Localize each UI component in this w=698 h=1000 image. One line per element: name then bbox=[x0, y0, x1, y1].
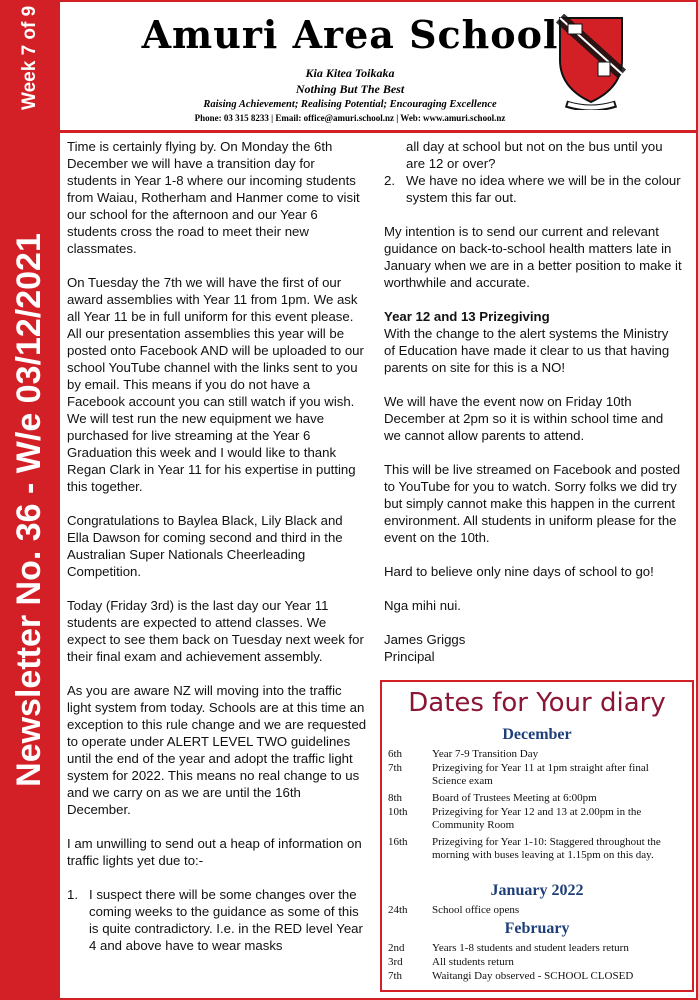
right-column bbox=[384, 138, 682, 665]
sidebar bbox=[2, 2, 60, 998]
newsletter-number: Newsletter No. 36 - W/e 03/12/2021 bbox=[10, 233, 48, 787]
left-column bbox=[67, 138, 367, 954]
school-crest-icon bbox=[556, 14, 626, 110]
contact-line: Phone: 03 315 8233 | Email: office@amuri.school.nz | Web: www.amuri.school.nz bbox=[194, 113, 506, 123]
tagline: Raising Achievement; Realising Potential; Encouraging Excellence bbox=[203, 99, 497, 110]
event-text: Prizegiving for Year 12 and 13 at 2.00pm in the Community Room bbox=[432, 806, 642, 831]
event-date: 24th bbox=[388, 904, 408, 916]
event-date: 7th bbox=[388, 970, 403, 982]
paragraph: This will be live streamed on Facebook and posted to YouTube for you to watch. Sorry folks we did try but simply cannot make this happen in the current environment. All students in uniform please for the event on the 10th. bbox=[384, 462, 681, 545]
list-item bbox=[384, 138, 682, 172]
event-text: School office opens bbox=[432, 904, 520, 916]
principal-name: James Griggs bbox=[384, 632, 466, 647]
list-item bbox=[384, 172, 682, 206]
paragraph: Time is certainly flying by. On Monday the 6th December we will have a transition day for students in Year 1-8 where our incoming students from Waiau, Rotherham and Hanmer come to visit our school for the afternoon and our Year 6 students cross the road to meet their new classmates. bbox=[67, 139, 360, 256]
principal-role: Principal bbox=[384, 649, 435, 664]
week-label: Week 7 of 9 bbox=[19, 5, 40, 110]
header-divider bbox=[60, 130, 698, 133]
month-heading: December bbox=[502, 726, 572, 743]
month-heading: February bbox=[504, 920, 570, 937]
paragraph: I am unwilling to send out a heap of information on traffic lights yet due to:- bbox=[67, 836, 362, 868]
event-text: Year 7-9 Transition Day bbox=[432, 748, 539, 760]
diary-box bbox=[380, 680, 694, 992]
traffic-light-reasons bbox=[67, 886, 367, 954]
list-item bbox=[67, 886, 367, 954]
header bbox=[60, 2, 698, 130]
event-text: Years 1-8 students and student leaders return bbox=[432, 942, 629, 954]
motto-english: Nothing But The Best bbox=[295, 82, 405, 96]
event-text: All students return bbox=[432, 956, 514, 968]
list-number: 1. bbox=[67, 887, 78, 902]
event-text: Prizegiving for Year 1-10: Staggered throughout the morning with buses leaving at 1.15pm on this day. bbox=[432, 836, 661, 861]
section-heading: Year 12 and 13 Prizegiving bbox=[384, 309, 550, 324]
list-text: We have no idea where we will be in the colour system this far out. bbox=[406, 173, 681, 205]
event-text: Waitangi Day observed - SCHOOL CLOSED bbox=[432, 970, 634, 982]
event-date: 7th bbox=[388, 762, 403, 774]
event-date: 16th bbox=[388, 836, 408, 848]
list-number: 2. bbox=[384, 173, 395, 188]
paragraph: Today (Friday 3rd) is the last day our Year 11 students are expected to attend classes. We expect to see them back on Tuesday next week for their final exam and achievement assembly. bbox=[67, 598, 364, 664]
paragraph: Hard to believe only nine days of school to go! bbox=[384, 564, 654, 579]
signoff: Nga mihi nui. bbox=[384, 598, 461, 613]
school-name: Amuri Area School bbox=[141, 12, 559, 57]
paragraph: My intention is to send our current and relevant guidance on back-to-school health matters late in January when we are in a better position to make it worthwhile and accurate. bbox=[384, 224, 682, 290]
paragraph: We will have the event now on Friday 10th December at 2pm so it is within school time and we cannot allow parents to attend. bbox=[384, 394, 664, 443]
event-date: 2nd bbox=[388, 942, 405, 954]
list-text: all day at school but not on the bus until you are 12 or over? bbox=[406, 139, 663, 171]
paragraph: With the change to the alert systems the Ministry of Education have made it clear to us that having parents on site for this is a NO! bbox=[384, 326, 670, 375]
event-date: 8th bbox=[388, 792, 403, 804]
traffic-light-reasons-cont bbox=[384, 138, 682, 206]
motto-maori: Kia Kitea Toikaka bbox=[305, 66, 395, 80]
event-date: 6th bbox=[388, 748, 403, 760]
paragraph: Congratulations to Baylea Black, Lily Black and Ella Dawson for coming second and third in the Australian Super Nationals Cheerleading Competition. bbox=[67, 513, 343, 579]
paragraph: As you are aware NZ will moving into the traffic light system from today. Schools are at this time an exception to this rule change and we are requested to operate under ALERT LEVEL TWO guidelines until the end of the year and adopt the traffic light system for 2022. This means no real change to us and we carry on as we are until the 16th December. bbox=[67, 683, 367, 817]
event-text: Board of Trustees Meeting at 6:00pm bbox=[432, 792, 597, 804]
diary-title: Dates for Your diary bbox=[408, 688, 666, 718]
paragraph: On Tuesday the 7th we will have the first of our award assemblies with Year 11 from 1pm. We ask all Year 11 be in full uniform for this event please. All our presentation assemblies this year will be posted onto Facebook AND will be uploaded to our school YouTube channel with the links sent to you by email. This means if you do not have a Facebook account you can still watch if you wish. We will test run the new equipment we have purchased for live streaming at the Year 6 Graduation this week and I would like to thank Regan Clark in Year 11 for his expertise in putting this together. bbox=[67, 275, 364, 494]
month-heading: January 2022 bbox=[490, 882, 584, 899]
event-text: Prizegiving for Year 11 at 1pm straight after final Science exam bbox=[432, 762, 649, 787]
event-date: 3rd bbox=[388, 956, 403, 968]
event-date: 10th bbox=[388, 806, 408, 818]
list-text: I suspect there will be some changes over the coming weeks to the guidance as some of this is quite contradictory. I.e. in the RED level Year 4 and above have to wear masks bbox=[89, 887, 363, 953]
